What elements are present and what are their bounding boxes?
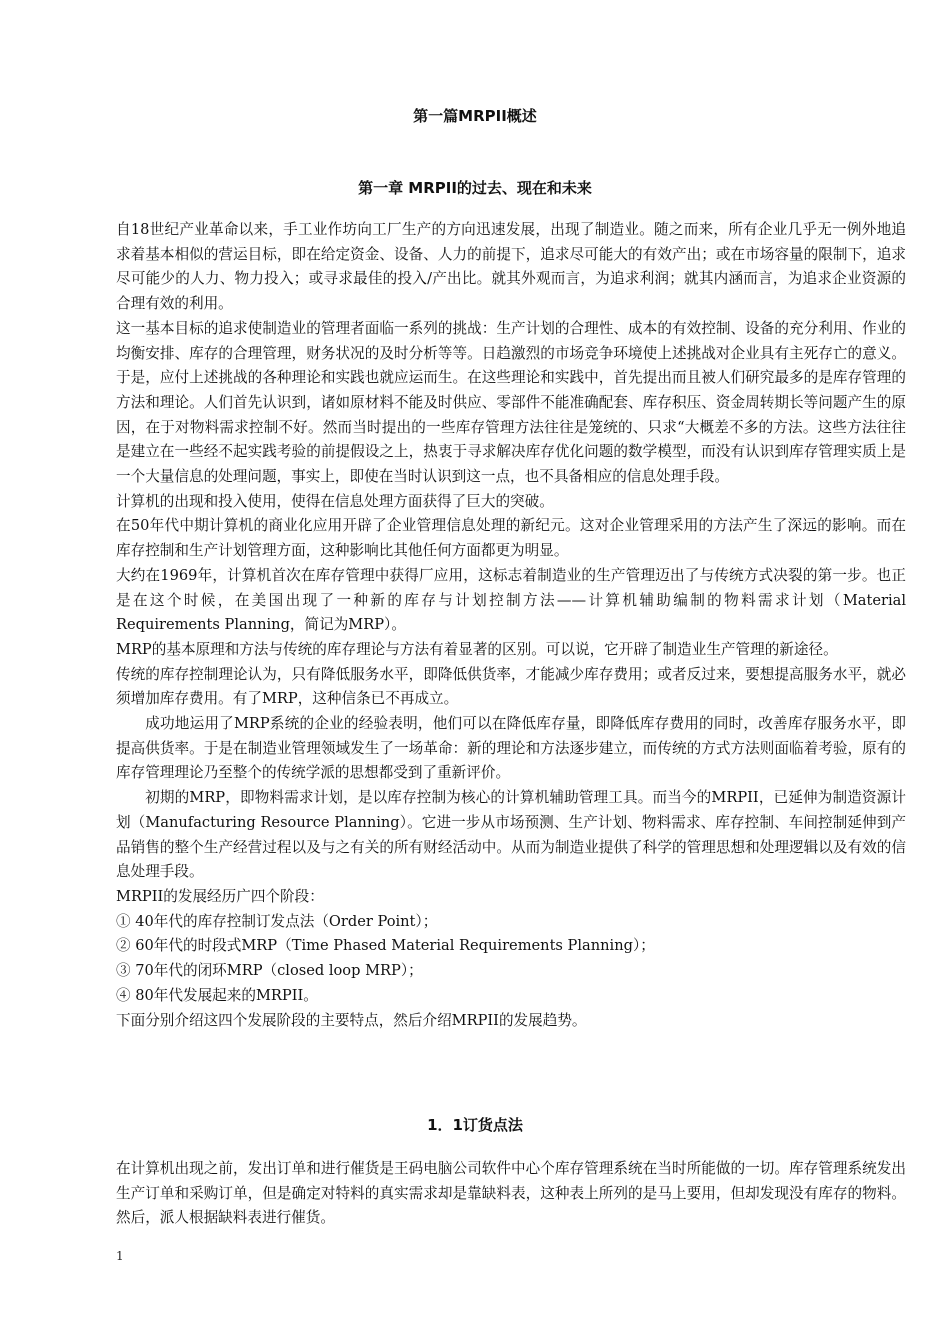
paragraph: 大约在1969年，计算机首次在库存管理中获得厂应用，这标志着制造业的生产管理迈出了与传统方式决裂的第一步。也正是在这个时候，在美国出现了一种新的库存与计划控制方法——计算机辅助编制的物料需求计划（Material Requirements Planning，简记为MRP）。 [116, 566, 906, 634]
paragraph: 下面分别介绍这四个发展阶段的主要特点，然后介绍MRPII的发展趋势。 [116, 1011, 587, 1029]
chapter-title: 第一章 MRPII的过去、现在和未来 [358, 179, 592, 197]
paragraph: MRP的基本原理和方法与传统的库存理论与方法有着显著的区别。可以说，它开辟了制造业生产管理的新途径。 [116, 640, 838, 658]
paragraph: 传统的库存控制理论认为，只有降低服务水平，即降低供货率，才能减少库存费用；或者反过来，要想提高服务水平，就必须增加库存费用。有了MRP，这种信条已不再成立。 [116, 665, 906, 708]
list-item: ③ 70年代的闭环MRP（closed loop MRP）； [116, 962, 423, 980]
paragraph: 这一基本目标的追求使制造业的管理者面临一系列的挑战：生产计划的合理性、成本的有效控制、设备的充分利用、作业的均衡安排、库存的合理管理，财务状况的及时分析等等。日趋激烈的市场竞争环境使上述挑战对企业具有主死存亡的意义。于是，应付上述挑战的各种理论和实践也就应运而生。在这些理论和实践中，首先提出而且被人们研究最多的是库存管理的方法和理论。人们首先认识到，诸如原材料不能及时供应、零部件不能准确配套、库存积压、资金周转期长等问题产生的原因，在于对物料需求控制不好。然而当时提出的一些库存管理方法往往是笼统的、只求“大概差不多的方法。这些方法往往是建立在一些经不起实践考验的前提假设之上，热衷于寻求解决库存优化问题的数学模型，而没有认识到库存管理实质上是一个大量信息的处理问题，事实上，即使在当时认识到这一点，也不具备相应的信息处理手段。 [116, 319, 906, 486]
paragraph: MRPII的发展经历广四个阶段： [116, 887, 324, 905]
list-item: ① 40年代的库存控制订发点法（Order Point）； [116, 912, 438, 930]
section-title: 1．1订货点法 [427, 1116, 523, 1134]
section-body [116, 1157, 906, 1231]
paragraph: 自18世纪产业革命以来，手工业作坊向工厂生产的方向迅速发展，出现了制造业。随之而来，所有企业几乎无一例外地追求着基本相似的营运目标，即在给定资金、设备、人力的前提下，追求尽可能大的有效产出；或在市场容量的限制下，追求尽可能少的人力、物力投入；或寻求最佳的投入/产出比。就其外观而言，为追求利润；就其内涵而言，为追求企业资源的合理有效的利用。 [116, 221, 906, 313]
paragraph: 成功地运用了MRP系统的企业的经验表明，他们可以在降低库存量，即降低库存费用的同时，改善库存服务水平，即提高供货率。于是在制造业管理领域发生了一场革命：新的理论和方法逐步建立，而传统的方式方法则面临着考验，原有的库存管理理论乃至整个的传统学派的思想都受到了重新评价。 [116, 715, 906, 782]
paragraph: 初期的MRP，即物料需求计划，是以库存控制为核心的计算机辅助管理工具。而当今的MRPII，已延伸为制造资源计划（Manufacturing Resource Planning）。它进一步从市场预测、生产计划、物料需求、库存控制、车间控制延伸到产品销售的整个生产经营过程以及与之有关的所有财经活动中。从而为制造业提供了科学的管理思想和处理逻辑以及有效的信息处理手段。 [116, 789, 906, 881]
list-item: ② 60年代的时段式MRP（Time Phased Material Requirements Planning）； [116, 937, 655, 955]
paragraph: 在50年代中期计算机的商业化应用开辟了企业管理信息处理的新纪元。这对企业管理采用的方法产生了深远的影响。而在库存控制和生产计划管理方面，这种影响比其他任何方面都更为明显。 [116, 517, 906, 560]
paragraph: 计算机的出现和投入使用，使得在信息处理方面获得了巨大的突破。 [116, 492, 554, 510]
page-number: 1 [116, 1249, 124, 1263]
paragraph: 在计算机出现之前，发出订单和进行催货是王码电脑公司软件中心个库存管理系统在当时所能做的一切。库存管理系统发出生产订单和采购订单，但是确定对特料的真实需求却是靠缺料表，这种表上所列的是马上要用，但却发现没有库存的物料。然后，派人根据缺料表进行催货。 [116, 1160, 906, 1227]
part-title: 第一篇MRPII概述 [413, 107, 537, 125]
chapter-body [116, 218, 906, 1033]
list-item: ④ 80年代发展起来的MRPII。 [116, 986, 318, 1004]
